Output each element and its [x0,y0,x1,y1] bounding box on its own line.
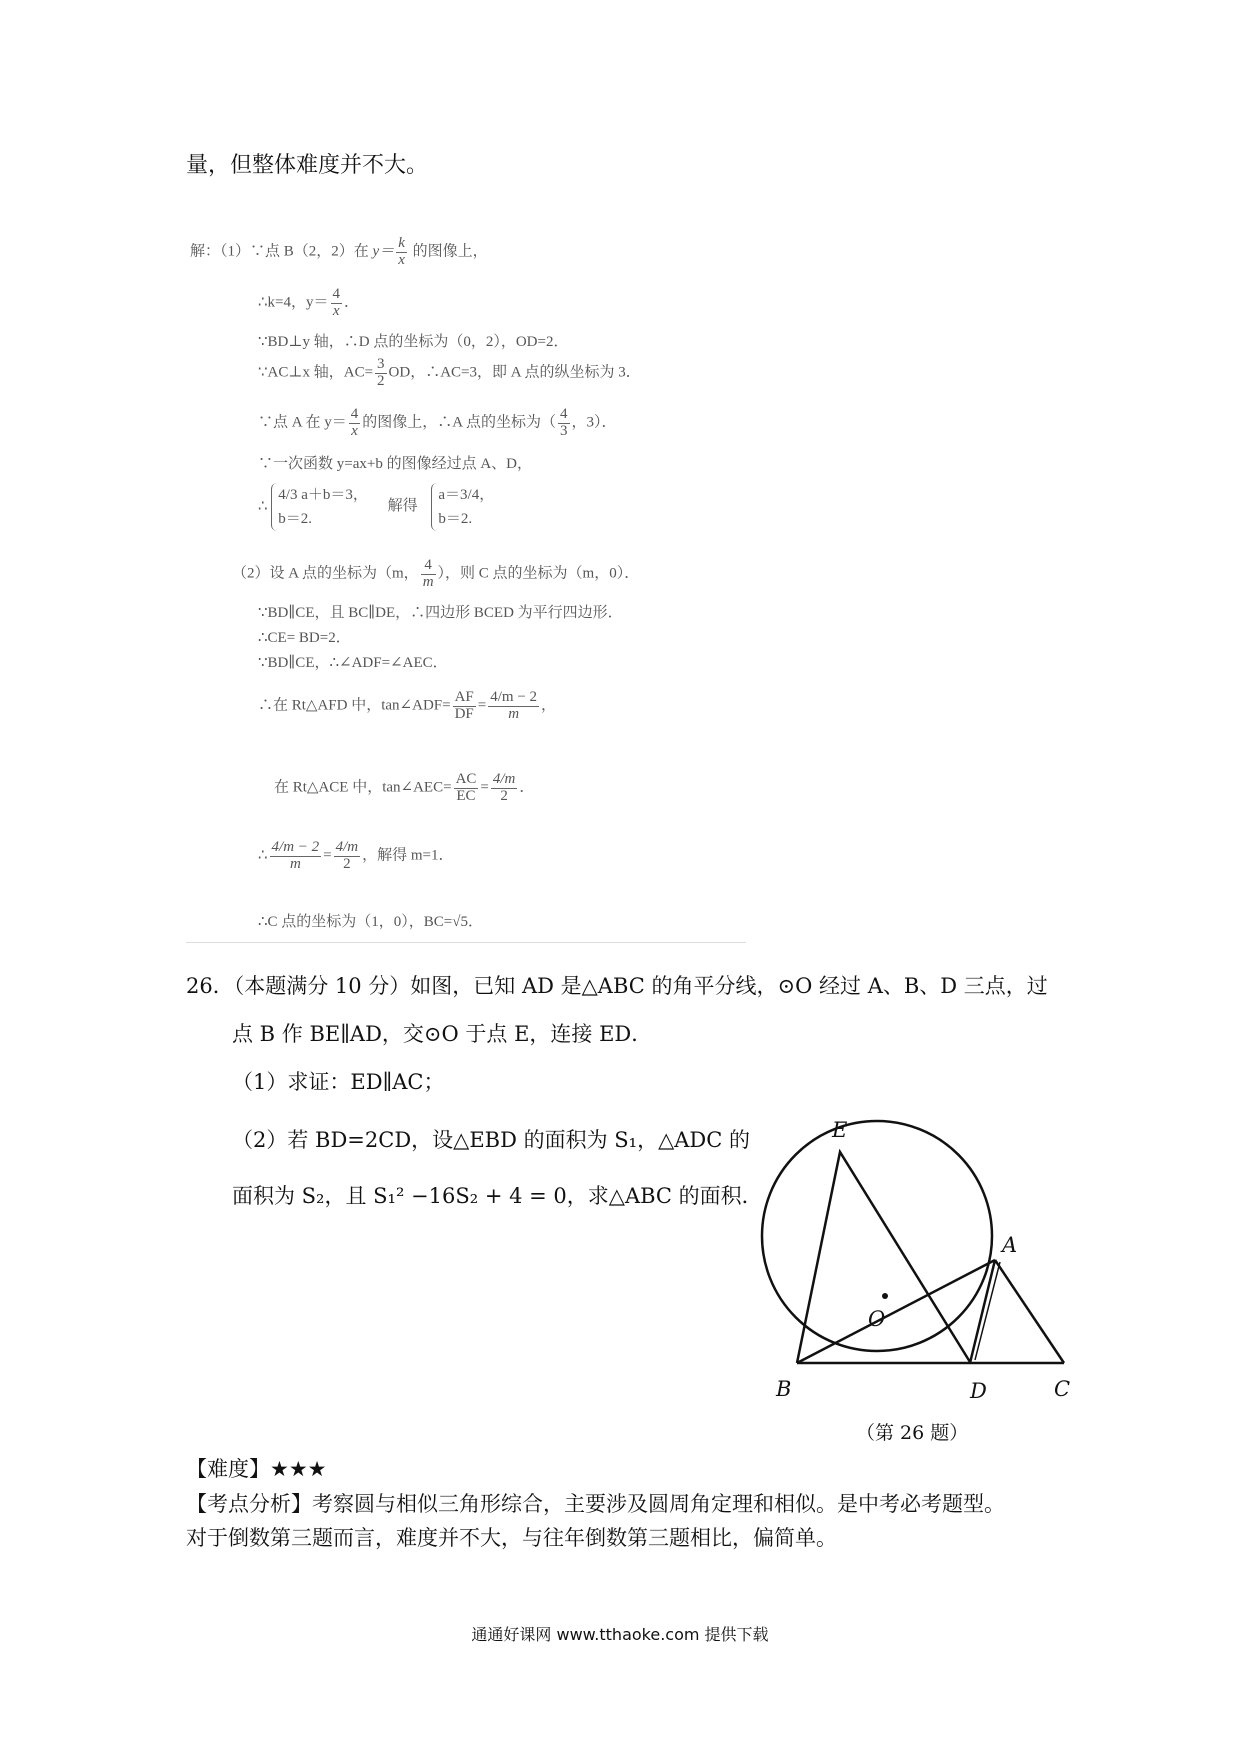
denominator: x [351,422,358,439]
text: B（2，2）在 [283,243,369,260]
numerator: AC [455,771,477,787]
text: ∴ [258,847,268,864]
question-number: 26． [186,974,234,998]
numerator: AF [454,689,474,705]
denominator: EC [456,787,476,804]
numerator: 4 [421,558,436,575]
text: ∴k=4，y＝ [258,294,329,311]
numerator: 4/m [335,839,359,855]
label-o: O [868,1307,886,1331]
triangle-ebd [797,1152,970,1363]
text: 在 Rt△ACE 中，tan∠AEC= [274,779,452,796]
label-c: C [1054,1377,1071,1401]
denominator: m [422,573,434,590]
text: 解得 [387,498,418,515]
difficulty: 【难度】★★★ [186,1457,327,1481]
question-part-3: 面积为 S₂，且 S₁² −16S₂ + 4 = 0，求△ABC 的面积． [232,1184,763,1208]
question-part-2: （2）若 BD=2CD，设△EBD 的面积为 S₁，△ADC 的 [232,1128,750,1152]
numerator: 4/m − 2 [490,689,538,705]
text: ． [344,294,360,311]
solution-line-10: ∴CE= BD=2． [258,630,351,646]
footer: 通通好课网 www.tthaoke.com 提供下载 [471,1625,769,1644]
denominator: 2 [377,372,385,389]
text: ），则 C 点的坐标为（m，0）． [437,565,640,582]
denominator: 3 [560,422,568,439]
segment-ad [970,1260,995,1363]
denominator: x [398,251,405,268]
text: 的图像上， [412,243,488,260]
solution-line-11: ∵BD∥CE，∴∠ADF=∠AEC． [258,655,448,671]
text: = [323,847,332,864]
text: ， [541,697,557,714]
text: = [480,779,489,796]
label-d: D [970,1379,987,1403]
text: OD，∴AC=3，即 A 点的纵坐标为 3． [388,364,641,381]
text: 解：（1）∵点 [190,243,281,260]
denominator: m [508,705,520,722]
label-e: E [832,1118,848,1142]
question-part-1: （1）求证：ED∥AC； [232,1070,445,1094]
text: ． [519,779,535,796]
solution-line-9: ∵BD∥CE，且 BC∥DE，∴四边形 BCED 为平行四边形． [258,605,623,621]
text: y＝ [372,243,395,260]
solution-line-15: ∴C 点的坐标为（1，0），BC=√5． [258,914,484,930]
numerator: 3 [377,356,385,372]
numerator: k [398,235,405,251]
numerator: 4 [560,406,568,422]
equation: b＝2. [278,511,313,527]
text: ，解得 m=1． [362,847,454,864]
numerator: 4/m [492,771,516,787]
denominator: 2 [500,787,508,804]
label-b: B [776,1377,792,1401]
text: （本题满分 10 分）如图，已知 AD 是△ABC 的角平分线，⊙O 经过 A、B、D 三点，过 [233,974,1048,998]
denominator: DF [454,705,474,722]
solution-line-6: ∵一次函数 y=ax+b 的图像经过点 A、D， [258,456,532,472]
intro-line: 量，但整体难度并不大。 [186,153,429,178]
numerator: 4 [332,286,341,302]
text: ，3）． [571,414,617,431]
denominator: 2 [343,855,351,872]
label-a: A [1002,1233,1018,1257]
analysis-line-2: 对于倒数第三题而言，难度并不大，与往年倒数第三题相比，偏简单。 [186,1526,837,1550]
denominator: m [289,855,301,872]
question-line-2: 点 B 作 BE∥AD，交⊙O 于点 E，连接 ED． [232,1022,653,1046]
equation: 4/3 a＋b＝3， [278,487,368,503]
numerator: 4 [350,406,359,422]
text: ∴在 Rt△AFD 中，tan∠ADF= [258,697,451,714]
equation: b＝2. [438,511,473,527]
text: 的图像上，∴A 点的坐标为（ [362,414,557,431]
text: ∵点 A 在 y＝ [258,414,347,431]
equation: a＝3/4， [438,487,495,503]
analysis-line-1: 【考点分析】考察圆与相似三角形综合，主要涉及圆周角定理和相似。是中考必考题型。 [186,1492,1005,1516]
figure-caption: （第 26 题） [856,1422,969,1444]
text: = [477,697,487,714]
center-point [882,1293,888,1299]
text: ∵AC⊥x 轴，AC= [258,364,374,381]
segment-ac [995,1260,1064,1363]
numerator: 4/m − 2 [271,839,320,855]
text: （2）设 A 点的坐标为（m， [232,565,419,582]
segment-ad-double [975,1262,1000,1360]
denominator: x [332,302,340,319]
text: ∴ [258,498,268,515]
solution-line-3: ∵BD⊥y 轴，∴D 点的坐标为（0，2），OD=2． [258,334,569,350]
